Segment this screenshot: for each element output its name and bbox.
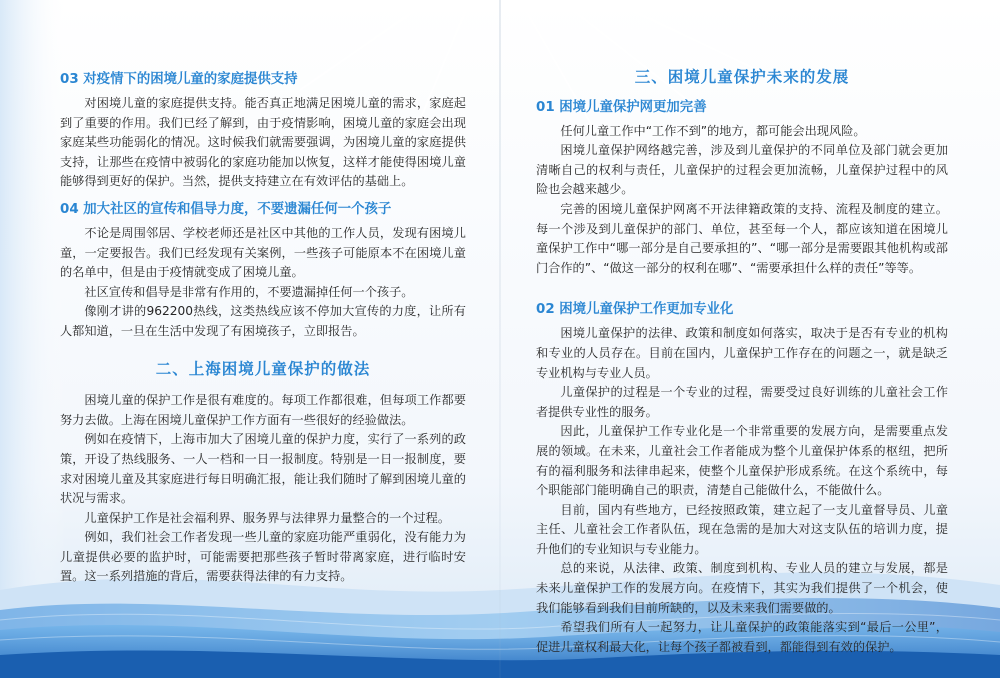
section-01-paragraph: 任何儿童工作中“工作不到”的地方，都可能会出现风险。 bbox=[560, 123, 866, 138]
section-01-paragraph: 困境儿童保护网络越完善，涉及到儿童保护的不同单位及部门就会更加清晰自己的权利与责任，儿童保护的过程会更加流畅，儿童保护过程中的风险也会越来越少。 bbox=[536, 143, 948, 197]
section-01-heading: 01 困境儿童保护网更加完善 bbox=[536, 99, 707, 115]
section-02-heading: 02 困境儿童保护工作更加专业化 bbox=[536, 302, 734, 318]
spacer bbox=[60, 192, 466, 200]
section-04-paragraph: 像刚才讲的962200热线，这类热线应该不停加大宣传的力度，让所有人都知道，一旦在生活中发现了有困境孩子，立即报告。 bbox=[60, 304, 466, 338]
section-02-paragraph: 总的来说，从法律、政策、制度到机构、专业人员的建立与发展，都是未来儿童保护工作的发展方向。在疫情下，其实为我们提供了一个机会，使我们能够看到我们目前所缺的，以及未来我们需要做的。 bbox=[536, 561, 948, 615]
right-page-content bbox=[536, 68, 948, 657]
section-02-paragraph: 因此，儿童保护工作专业化是一个非常重要的发展方向，是需要重点发展的领域。在未来，儿童社会工作者能成为整个儿童保护体系的枢纽，把所有的福利服务和法律串起来，使整个儿童保护形成系统。在这个系统中，每个职能部门能明确自己的职责，清楚自己能做什么，不能做什么。 bbox=[536, 424, 948, 498]
section-04-paragraph: 不论是周围邻居、学校老师还是社区中其他的工作人员，发现有困境儿童，一定要报告。我们已经发现有关案例，一些孩子可能原本不在困境儿童的名单中，但是由于疫情就变成了困境儿童。 bbox=[60, 225, 466, 280]
part-2-paragraph: 儿童保护工作是社会福利界、服务界与法律界力量整合的一个过程。 bbox=[84, 510, 451, 525]
section-03-paragraph: 对困境儿童的家庭提供支持。能否真正地满足困境儿童的需求，家庭起到了重要的作用。我们已经了解到，由于疫情影响，困境儿童的家庭会出现家庭某些功能弱化的情况。这时候我们就需要强调，为困境儿童的家庭提供支持，让那些在疫情中被弱化的家庭功能加以恢复，这样才能使得困境儿童能够得到更好的保护。当然，提供支持建立在有效评估的基础上。 bbox=[60, 96, 466, 189]
part-2-paragraph: 例如在疫情下，上海市加大了困境儿童的保护力度，实行了一系列的政策，开设了热线服务、一人一档和一日一报制度。特别是一日一报制度，要求对困境儿童及其家庭进行每日明确汇报，能让我们随时了解到困境儿童的状况与需求。 bbox=[60, 432, 466, 506]
left-page-content bbox=[60, 70, 466, 587]
section-03-heading: 03 对疫情下的困境儿童的家庭提供支持 bbox=[60, 72, 298, 87]
section-01-paragraph: 完善的困境儿童保护网离不开法律籍政策的支持、流程及制度的建立。每一个涉及到儿童保护的部门、单位，甚至每一个人，都应该知道在困境儿童保护工作中“哪一部分是自己要承担的”、“哪一部分是需要跟其他机构或部门合作的”、“做这一部分的权利在哪”、“需要承担什么样的责任”等等。 bbox=[536, 201, 948, 275]
section-02-paragraph: 目前，国内有些地方，已经按照政策，建立起了一支儿童督导员、儿童主任、儿童社会工作者队伍，现在急需的是加大对这支队伍的培训力度，提升他们的专业知识与专业能力。 bbox=[536, 502, 948, 556]
section-02-paragraph: 困境儿童保护的法律、政策和制度如何落实，取决于是否有专业的机构和专业的人员存在。目前在国内，儿童保护工作存在的问题之一，就是缺乏专业机构与专业人员。 bbox=[536, 326, 948, 380]
section-04-heading: 04 加大社区的宣传和倡导力度，不要遗漏任何一个孩子 bbox=[60, 201, 392, 217]
part-2-paragraph: 困境儿童的保护工作是很有难度的。每项工作都很难，但每项工作都要努力去做。上海在困境儿童保护工作方面有一些很好的经验做法。 bbox=[60, 393, 466, 427]
section-04-paragraph: 社区宣传和倡导是非常有作用的，不要遗漏掉任何一个孩子。 bbox=[84, 284, 414, 299]
spacer bbox=[536, 278, 948, 300]
section-02-paragraph: 儿童保护的过程是一个专业的过程，需要受过良好训练的儿童社会工作者提供专业性的服务。 bbox=[536, 385, 948, 419]
section-02-paragraph: 希望我们所有人一起努力，让儿童保护的政策能落实到“最后一公里”，促进儿童权利最大化，让每个孩子都被看到，都能得到有效的保护。 bbox=[536, 620, 948, 654]
page-fold bbox=[499, 0, 501, 678]
part-3-title: 三、困境儿童保护未来的发展 bbox=[634, 68, 850, 86]
part-2-paragraph: 例如，我们社会工作者发现一些儿童的家庭功能严重弱化，没有能力为儿童提供必要的监护时，可能需要把那些孩子暂时带离家庭，进行临时安置。这一系列措施的背后，需要获得法律的有力支持。 bbox=[60, 530, 466, 584]
part-2-title: 二、上海困境儿童保护的做法 bbox=[155, 359, 371, 378]
